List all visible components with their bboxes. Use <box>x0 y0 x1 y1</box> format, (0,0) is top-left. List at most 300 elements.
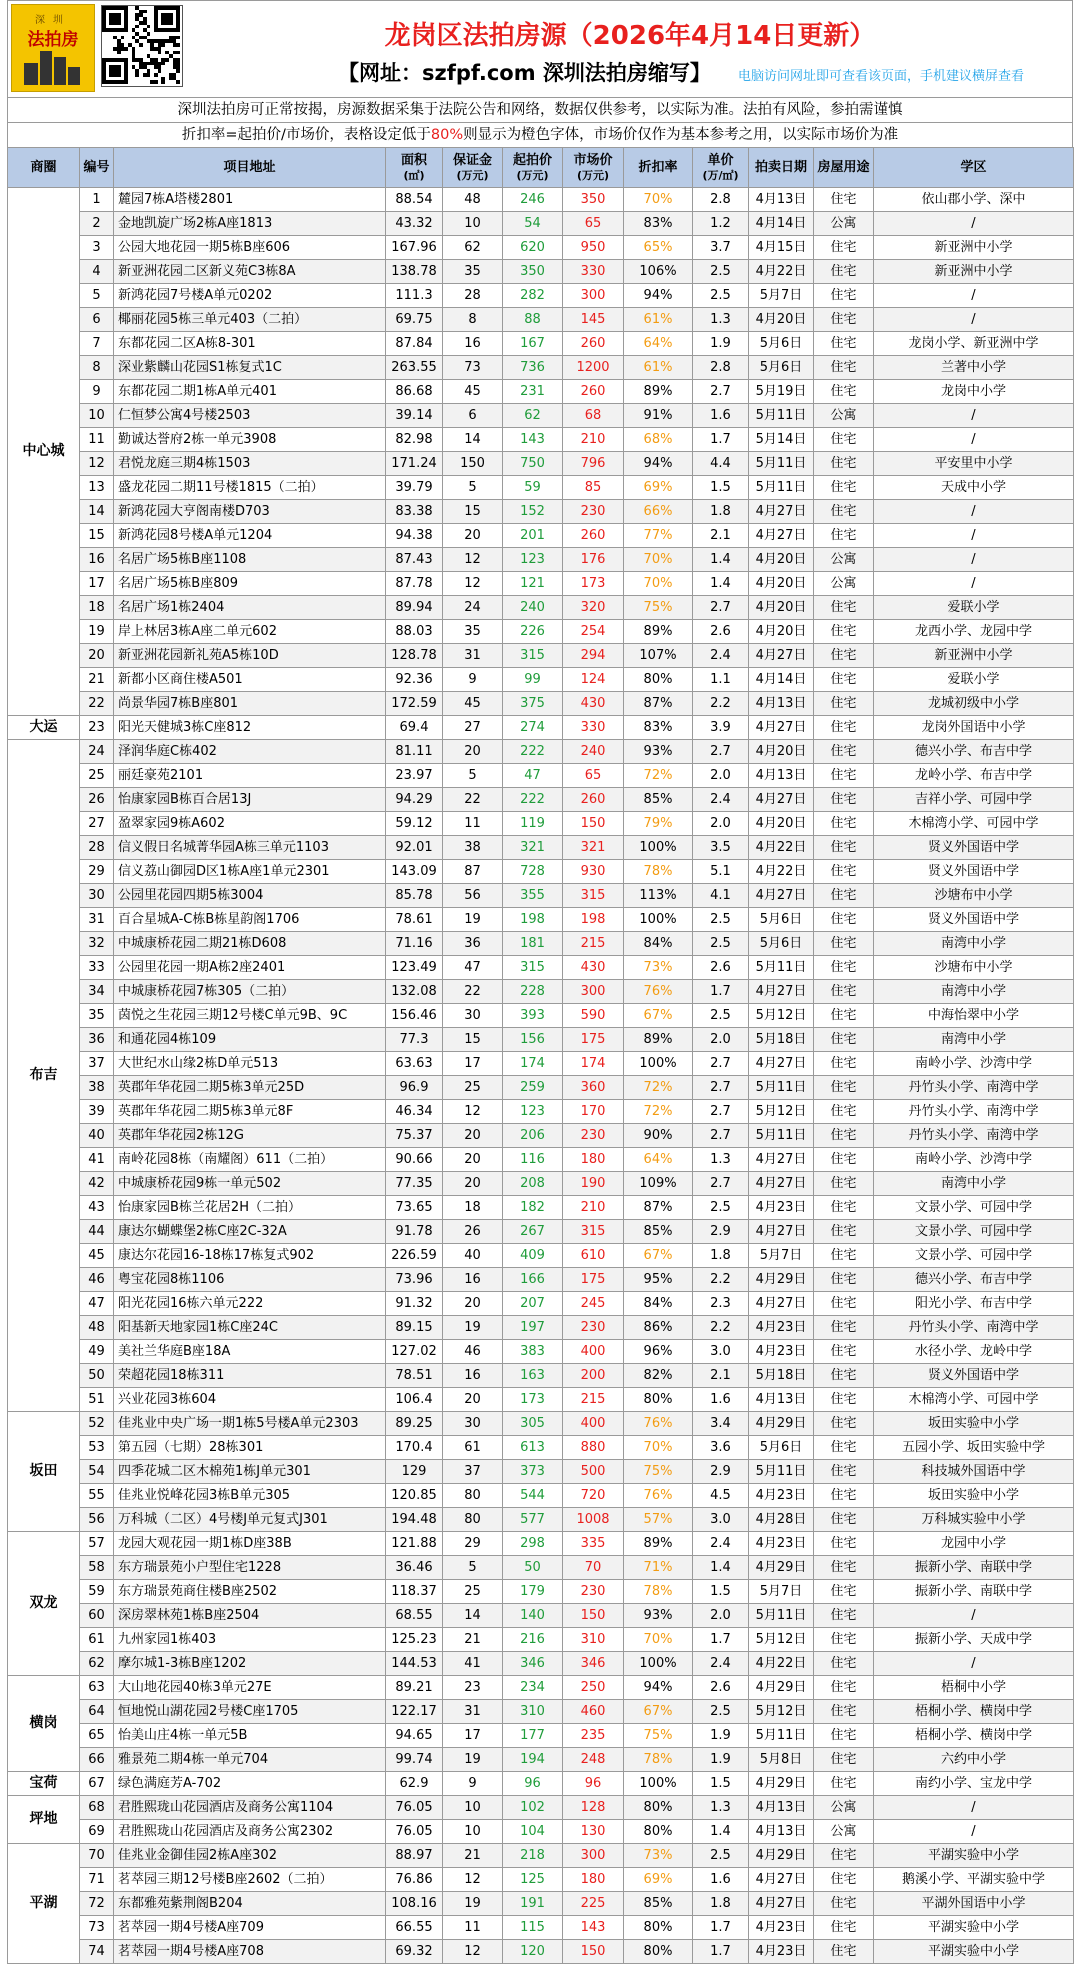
unit-price-cell: 3.4 <box>693 1412 749 1436</box>
row-number-cell: 74 <box>80 1940 114 1964</box>
deposit-cell: 80 <box>443 1484 503 1508</box>
row-number-cell: 34 <box>80 980 114 1004</box>
auction-date-cell: 5月6日 <box>749 1436 814 1460</box>
discount-rate-cell: 80% <box>624 1820 693 1844</box>
discount-rate-cell: 100% <box>624 1052 693 1076</box>
auction-date-cell: 4月23日 <box>749 1532 814 1556</box>
row-number-cell: 7 <box>80 332 114 356</box>
size-cell: 127.02 <box>386 1340 443 1364</box>
market-price-cell: 235 <box>563 1724 624 1748</box>
address-cell: 麓园7栋A塔楼2801 <box>114 188 386 212</box>
start-price-cell: 226 <box>503 620 563 644</box>
usage-cell: 住宅 <box>814 332 874 356</box>
discount-rate-cell: 87% <box>624 1196 693 1220</box>
table-row <box>8 764 1074 788</box>
deposit-cell: 20 <box>443 1148 503 1172</box>
start-price-cell: 121 <box>503 572 563 596</box>
start-price-cell: 198 <box>503 908 563 932</box>
school-district-cell: 龙岗小学、新亚洲中学 <box>874 332 1074 356</box>
start-price-cell: 163 <box>503 1364 563 1388</box>
unit-price-cell: 2.7 <box>693 740 749 764</box>
unit-price-cell: 1.3 <box>693 1796 749 1820</box>
column-unit: (㎡) <box>403 168 425 182</box>
auction-date-cell: 4月29日 <box>749 1556 814 1580</box>
usage-cell: 住宅 <box>814 1748 874 1772</box>
table-row <box>8 1220 1074 1244</box>
table-row <box>8 452 1074 476</box>
row-number-cell: 19 <box>80 620 114 644</box>
size-cell: 89.21 <box>386 1676 443 1700</box>
auction-date-cell: 4月13日 <box>749 764 814 788</box>
row-number-cell: 59 <box>80 1580 114 1604</box>
row-number-cell: 62 <box>80 1652 114 1676</box>
table-row <box>8 980 1074 1004</box>
unit-price-cell: 2.1 <box>693 1364 749 1388</box>
column-header-market-price <box>563 148 624 188</box>
usage-cell: 住宅 <box>814 500 874 524</box>
unit-price-cell: 2.0 <box>693 1028 749 1052</box>
discount-rate-cell: 70% <box>624 548 693 572</box>
deposit-cell: 17 <box>443 1052 503 1076</box>
auction-date-cell: 4月23日 <box>749 1940 814 1964</box>
table-row <box>8 1604 1074 1628</box>
market-price-cell: 260 <box>563 788 624 812</box>
size-cell: 69.32 <box>386 1940 443 1964</box>
table-row <box>8 332 1074 356</box>
size-cell: 128.78 <box>386 644 443 668</box>
start-price-cell: 207 <box>503 1292 563 1316</box>
row-number-cell: 65 <box>80 1724 114 1748</box>
address-cell: 美社兰华庭B座18A <box>114 1340 386 1364</box>
discount-rate-cell: 107% <box>624 644 693 668</box>
area-cell: 双龙 <box>8 1532 80 1676</box>
address-cell: 君胜熙珑山花园酒店及商务公寓2302 <box>114 1820 386 1844</box>
usage-cell: 住宅 <box>814 740 874 764</box>
table-row <box>8 236 1074 260</box>
auction-date-cell: 4月14日 <box>749 212 814 236</box>
row-number-cell: 23 <box>80 716 114 740</box>
unit-price-cell: 2.8 <box>693 356 749 380</box>
school-district-cell: 南湾中小学 <box>874 1172 1074 1196</box>
market-price-cell: 85 <box>563 476 624 500</box>
school-district-cell: 龙岗中小学 <box>874 380 1074 404</box>
start-price-cell: 120 <box>503 1940 563 1964</box>
unit-price-cell: 2.4 <box>693 1532 749 1556</box>
address-cell: 龙园大观花园一期1栋D座38B <box>114 1532 386 1556</box>
row-number-cell: 18 <box>80 596 114 620</box>
discount-rate-cell: 84% <box>624 932 693 956</box>
address-cell: 英郡年华花园2栋12G <box>114 1124 386 1148</box>
usage-cell: 住宅 <box>814 1004 874 1028</box>
deposit-cell: 20 <box>443 1172 503 1196</box>
column-label: 折扣率 <box>638 160 678 175</box>
market-price-cell: 950 <box>563 236 624 260</box>
discount-rate-cell: 73% <box>624 1844 693 1868</box>
school-district-cell: 丹竹头小学、南湾中学 <box>874 1124 1074 1148</box>
start-price-cell: 375 <box>503 692 563 716</box>
row-number-cell: 21 <box>80 668 114 692</box>
school-district-cell: / <box>874 1820 1074 1844</box>
size-cell: 118.37 <box>386 1580 443 1604</box>
table-row <box>8 1580 1074 1604</box>
school-district-cell: 南岭小学、沙湾中学 <box>874 1052 1074 1076</box>
start-price-cell: 173 <box>503 1388 563 1412</box>
size-cell: 167.96 <box>386 236 443 260</box>
usage-cell: 住宅 <box>814 1892 874 1916</box>
deposit-cell: 14 <box>443 1604 503 1628</box>
unit-price-cell: 1.4 <box>693 1556 749 1580</box>
row-number-cell: 68 <box>80 1796 114 1820</box>
school-district-cell: 五园小学、坂田实验中学 <box>874 1436 1074 1460</box>
school-district-cell: 南约小学、宝龙中学 <box>874 1772 1074 1796</box>
school-district-cell: / <box>874 1652 1074 1676</box>
row-number-cell: 33 <box>80 956 114 980</box>
usage-cell: 住宅 <box>814 1652 874 1676</box>
row-number-cell: 55 <box>80 1484 114 1508</box>
usage-cell: 住宅 <box>814 1388 874 1412</box>
school-district-cell: 坂田实验中小学 <box>874 1412 1074 1436</box>
usage-cell: 住宅 <box>814 452 874 476</box>
table-header-row <box>8 148 1074 188</box>
discount-rate-cell: 69% <box>624 476 693 500</box>
auction-date-cell: 5月19日 <box>749 380 814 404</box>
unit-price-cell: 1.8 <box>693 1892 749 1916</box>
usage-cell: 住宅 <box>814 764 874 788</box>
listing-table <box>7 147 1074 1964</box>
usage-cell: 住宅 <box>814 1412 874 1436</box>
usage-cell: 住宅 <box>814 620 874 644</box>
row-number-cell: 64 <box>80 1700 114 1724</box>
auction-date-cell: 4月20日 <box>749 596 814 620</box>
row-number-cell: 29 <box>80 860 114 884</box>
address-cell: 怡康家园B栋百合居13J <box>114 788 386 812</box>
row-number-cell: 57 <box>80 1532 114 1556</box>
size-cell: 81.11 <box>386 740 443 764</box>
column-unit: (万元) <box>516 168 549 182</box>
size-cell: 132.08 <box>386 980 443 1004</box>
market-price-cell: 245 <box>563 1292 624 1316</box>
unit-price-cell: 3.0 <box>693 1340 749 1364</box>
size-cell: 172.59 <box>386 692 443 716</box>
size-cell: 92.36 <box>386 668 443 692</box>
market-price-cell: 198 <box>563 908 624 932</box>
start-price-cell: 102 <box>503 1796 563 1820</box>
auction-date-cell: 5月11日 <box>749 1604 814 1628</box>
discount-rate-cell: 80% <box>624 1916 693 1940</box>
deposit-cell: 35 <box>443 260 503 284</box>
table-row <box>8 740 1074 764</box>
auction-date-cell: 4月29日 <box>749 1268 814 1292</box>
size-cell: 73.96 <box>386 1268 443 1292</box>
table-row <box>8 1652 1074 1676</box>
start-price-cell: 222 <box>503 788 563 812</box>
row-number-cell: 24 <box>80 740 114 764</box>
discount-rate-cell: 89% <box>624 620 693 644</box>
usage-cell: 住宅 <box>814 1196 874 1220</box>
start-price-cell: 152 <box>503 500 563 524</box>
row-number-cell: 37 <box>80 1052 114 1076</box>
market-price-cell: 430 <box>563 692 624 716</box>
usage-cell: 住宅 <box>814 692 874 716</box>
usage-cell: 住宅 <box>814 932 874 956</box>
unit-price-cell: 2.9 <box>693 1220 749 1244</box>
start-price-cell: 177 <box>503 1724 563 1748</box>
unit-price-cell: 1.9 <box>693 1748 749 1772</box>
usage-cell: 住宅 <box>814 1508 874 1532</box>
start-price-cell: 409 <box>503 1244 563 1268</box>
discount-rate-cell: 69% <box>624 1868 693 1892</box>
discount-rate-cell: 100% <box>624 836 693 860</box>
auction-date-cell: 5月11日 <box>749 956 814 980</box>
column-label: 学区 <box>960 160 987 175</box>
usage-cell: 住宅 <box>814 596 874 620</box>
area-cell: 大运 <box>8 716 80 740</box>
school-district-cell: 贤义外国语中学 <box>874 908 1074 932</box>
unit-price-cell: 1.7 <box>693 1940 749 1964</box>
unit-price-cell: 3.5 <box>693 836 749 860</box>
start-price-cell: 182 <box>503 1196 563 1220</box>
usage-cell: 住宅 <box>814 1724 874 1748</box>
market-price-cell: 254 <box>563 620 624 644</box>
size-cell: 263.55 <box>386 356 443 380</box>
size-cell: 85.78 <box>386 884 443 908</box>
unit-price-cell: 2.5 <box>693 1004 749 1028</box>
row-number-cell: 2 <box>80 212 114 236</box>
usage-cell: 住宅 <box>814 1916 874 1940</box>
column-label: 拍卖日期 <box>754 160 807 175</box>
market-price-cell: 248 <box>563 1748 624 1772</box>
row-number-cell: 3 <box>80 236 114 260</box>
school-district-cell: 丹竹头小学、南湾中学 <box>874 1076 1074 1100</box>
unit-price-cell: 3.6 <box>693 1436 749 1460</box>
school-district-cell: 丹竹头小学、南湾中学 <box>874 1316 1074 1340</box>
auction-date-cell: 4月22日 <box>749 836 814 860</box>
school-district-cell: 梧桐小学、横岗中学 <box>874 1724 1074 1748</box>
address-cell: 和通花园4栋109 <box>114 1028 386 1052</box>
market-price-cell: 215 <box>563 932 624 956</box>
auction-date-cell: 4月22日 <box>749 1652 814 1676</box>
start-price-cell: 613 <box>503 1436 563 1460</box>
school-district-cell: 南岭小学、沙湾中学 <box>874 1148 1074 1172</box>
start-price-cell: 104 <box>503 1820 563 1844</box>
auction-date-cell: 4月28日 <box>749 1508 814 1532</box>
deposit-cell: 38 <box>443 836 503 860</box>
auction-date-cell: 4月23日 <box>749 1340 814 1364</box>
school-district-cell: / <box>874 548 1074 572</box>
row-number-cell: 1 <box>80 188 114 212</box>
start-price-cell: 123 <box>503 1100 563 1124</box>
table-row <box>8 836 1074 860</box>
address-cell: 康达尔花园16-18栋17栋复式902 <box>114 1244 386 1268</box>
deposit-cell: 17 <box>443 1724 503 1748</box>
school-district-cell: 梧桐小学、横岗中学 <box>874 1700 1074 1724</box>
address-cell: 百合星城A-C栋B栋星韵阁1706 <box>114 908 386 932</box>
market-price-cell: 300 <box>563 980 624 1004</box>
address-cell: 茗萃园一期4号楼A座709 <box>114 1916 386 1940</box>
market-price-cell: 260 <box>563 524 624 548</box>
table-row <box>8 1196 1074 1220</box>
market-price-cell: 230 <box>563 1316 624 1340</box>
start-price-cell: 544 <box>503 1484 563 1508</box>
address-cell: 大世纪水山缘2栋D单元513 <box>114 1052 386 1076</box>
market-price-cell: 590 <box>563 1004 624 1028</box>
auction-date-cell: 4月15日 <box>749 236 814 260</box>
market-price-cell: 250 <box>563 1676 624 1700</box>
address-cell: 公园大地花园一期5栋B座606 <box>114 236 386 260</box>
unit-price-cell: 3.0 <box>693 1508 749 1532</box>
school-district-cell: 丹竹头小学、南湾中学 <box>874 1100 1074 1124</box>
row-number-cell: 5 <box>80 284 114 308</box>
school-district-cell: 振新小学、南联中学 <box>874 1580 1074 1604</box>
discount-rate-cell: 82% <box>624 1364 693 1388</box>
school-district-cell: 沙塘布中小学 <box>874 956 1074 980</box>
deposit-cell: 15 <box>443 500 503 524</box>
unit-price-cell: 2.9 <box>693 1460 749 1484</box>
table-row <box>8 1628 1074 1652</box>
deposit-cell: 5 <box>443 1556 503 1580</box>
auction-date-cell: 4月27日 <box>749 644 814 668</box>
page-title: 龙岗区法拍房源（2026年4月14日更新） <box>384 21 876 51</box>
logo <box>11 4 95 92</box>
size-cell: 125.23 <box>386 1628 443 1652</box>
school-district-cell: 依山郡小学、深中 <box>874 188 1074 212</box>
market-price-cell: 400 <box>563 1412 624 1436</box>
unit-price-cell: 1.4 <box>693 1820 749 1844</box>
unit-price-cell: 2.4 <box>693 788 749 812</box>
deposit-cell: 80 <box>443 1508 503 1532</box>
unit-price-cell: 5.1 <box>693 860 749 884</box>
column-header-school <box>874 148 1074 188</box>
size-cell: 83.38 <box>386 500 443 524</box>
row-number-cell: 38 <box>80 1076 114 1100</box>
address-cell: 名居广场5栋B座1108 <box>114 548 386 572</box>
address-cell: 东方瑞景苑商住楼B座2502 <box>114 1580 386 1604</box>
deposit-cell: 12 <box>443 1100 503 1124</box>
deposit-cell: 48 <box>443 188 503 212</box>
discount-rate-cell: 83% <box>624 212 693 236</box>
start-price-cell: 231 <box>503 380 563 404</box>
table-row <box>8 1916 1074 1940</box>
table-row <box>8 1268 1074 1292</box>
deposit-cell: 28 <box>443 284 503 308</box>
deposit-cell: 27 <box>443 716 503 740</box>
address-cell: 椰丽花园5栋三单元403（二拍） <box>114 308 386 332</box>
deposit-cell: 12 <box>443 1868 503 1892</box>
market-price-cell: 230 <box>563 500 624 524</box>
auction-date-cell: 4月27日 <box>749 1148 814 1172</box>
row-number-cell: 63 <box>80 1676 114 1700</box>
row-number-cell: 61 <box>80 1628 114 1652</box>
deposit-cell: 8 <box>443 308 503 332</box>
usage-cell: 住宅 <box>814 236 874 260</box>
deposit-cell: 11 <box>443 1916 503 1940</box>
table-body <box>8 188 1074 1964</box>
market-price-cell: 1200 <box>563 356 624 380</box>
auction-date-cell: 4月29日 <box>749 1412 814 1436</box>
table-row <box>8 1748 1074 1772</box>
row-number-cell: 43 <box>80 1196 114 1220</box>
school-district-cell: / <box>874 500 1074 524</box>
market-price-cell: 124 <box>563 668 624 692</box>
row-number-cell: 22 <box>80 692 114 716</box>
unit-price-cell: 2.5 <box>693 1844 749 1868</box>
school-district-cell: 南湾中小学 <box>874 932 1074 956</box>
table-row <box>8 1100 1074 1124</box>
usage-cell: 住宅 <box>814 1484 874 1508</box>
address-cell: 阳光天健城3栋C座812 <box>114 716 386 740</box>
usage-cell: 住宅 <box>814 1028 874 1052</box>
unit-price-cell: 2.2 <box>693 1316 749 1340</box>
usage-cell: 住宅 <box>814 1100 874 1124</box>
discount-rate-cell: 80% <box>624 1796 693 1820</box>
discount-rule-b: 则显示为橙色字体，市场价仅作为基本参考之用，以实际市场价为准 <box>463 127 899 143</box>
address-cell: 阳基新天地家园1栋C座24C <box>114 1316 386 1340</box>
address-cell: 盈翠家园9栋A602 <box>114 812 386 836</box>
market-price-cell: 70 <box>563 1556 624 1580</box>
deposit-cell: 6 <box>443 404 503 428</box>
deposit-cell: 21 <box>443 1844 503 1868</box>
usage-cell: 住宅 <box>814 1436 874 1460</box>
start-price-cell: 123 <box>503 548 563 572</box>
usage-cell: 住宅 <box>814 1052 874 1076</box>
address-cell: 佳兆业中央广场一期1栋5号楼A单元2303 <box>114 1412 386 1436</box>
size-cell: 77.35 <box>386 1172 443 1196</box>
auction-date-cell: 5月12日 <box>749 1100 814 1124</box>
logo-city: 深圳 <box>35 15 71 26</box>
auction-date-cell: 4月20日 <box>749 572 814 596</box>
unit-price-cell: 1.9 <box>693 332 749 356</box>
auction-date-cell: 5月12日 <box>749 1628 814 1652</box>
market-price-cell: 260 <box>563 332 624 356</box>
size-cell: 89.15 <box>386 1316 443 1340</box>
usage-cell: 住宅 <box>814 908 874 932</box>
discount-rate-cell: 67% <box>624 1004 693 1028</box>
row-number-cell: 48 <box>80 1316 114 1340</box>
discount-rate-cell: 68% <box>624 428 693 452</box>
size-cell: 75.37 <box>386 1124 443 1148</box>
market-price-cell: 930 <box>563 860 624 884</box>
deposit-cell: 20 <box>443 1124 503 1148</box>
address-cell: 中城康桥花园二期21栋D608 <box>114 932 386 956</box>
auction-date-cell: 4月27日 <box>749 500 814 524</box>
discount-rate-cell: 83% <box>624 716 693 740</box>
school-district-cell: / <box>874 308 1074 332</box>
usage-cell: 住宅 <box>814 284 874 308</box>
unit-price-cell: 1.4 <box>693 548 749 572</box>
auction-date-cell: 4月23日 <box>749 1484 814 1508</box>
start-price-cell: 321 <box>503 836 563 860</box>
row-number-cell: 51 <box>80 1388 114 1412</box>
area-cell: 横岗 <box>8 1676 80 1772</box>
address-cell: 名居广场1栋2404 <box>114 596 386 620</box>
auction-date-cell: 5月6日 <box>749 932 814 956</box>
market-price-cell: 335 <box>563 1532 624 1556</box>
row-number-cell: 14 <box>80 500 114 524</box>
start-price-cell: 750 <box>503 452 563 476</box>
auction-date-cell: 4月27日 <box>749 1172 814 1196</box>
school-district-cell: 德兴小学、布吉中学 <box>874 1268 1074 1292</box>
market-price-cell: 65 <box>563 212 624 236</box>
unit-price-cell: 2.6 <box>693 1676 749 1700</box>
address-cell: 东都雅苑紫荆阁B204 <box>114 1892 386 1916</box>
discount-rate-cell: 80% <box>624 1388 693 1412</box>
school-district-cell: 新亚洲中小学 <box>874 236 1074 260</box>
address-cell: 中城康桥花园7栋305（二拍） <box>114 980 386 1004</box>
start-price-cell: 140 <box>503 1604 563 1628</box>
market-price-cell: 330 <box>563 716 624 740</box>
column-header-discount <box>624 148 693 188</box>
discount-rate-cell: 77% <box>624 524 693 548</box>
